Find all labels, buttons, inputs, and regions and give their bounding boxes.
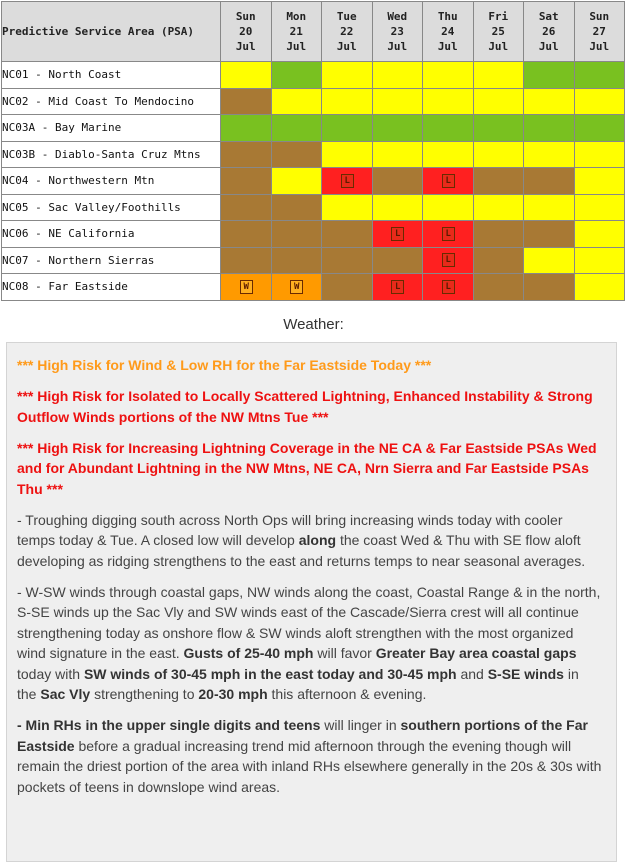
risk-cell-brown [322,221,373,248]
risk-cell-red [423,247,474,274]
psa-name: NC04 - Northwestern Mtn [2,168,221,195]
risk-cell-yellow [372,88,423,115]
table-row [2,274,625,301]
risk-cell-yellow [423,62,474,89]
risk-cell-yellow [524,194,575,221]
table-row [2,141,625,168]
risk-cell-green [423,115,474,142]
risk-cell-yellow [372,194,423,221]
risk-cell-yellow [473,141,524,168]
weather-discussion-box [6,342,617,862]
psa-column-header: Predictive Service Area (PSA) [2,2,221,62]
risk-cell-yellow [574,88,625,115]
risk-cell-green [473,115,524,142]
discussion-paragraph-winds: - W-SW winds through coastal gaps, NW winds along the coast, Coastal Range & in the north, S-SE winds up the Sac Vly and SW winds east of the Cascade/Sierra crest will all continue strengthening today as onshore flow & SW winds aloft strengthen with the most organized wind signature in the east. Gusts of 25-40 mph will favor Greater Bay area coastal gaps today with SW winds of 30-45 mph in the east today and 30-45 mph and S-SE winds in the Sac Vly strengthening to 20-30 mph this afternoon & evening. [17,583,601,702]
risk-cell-orange [221,274,272,301]
day-column-header: Sat 26 Jul [524,2,575,62]
risk-cell-yellow [574,141,625,168]
day-column-header: Sun 27 Jul [574,2,625,62]
risk-cell-green [271,115,322,142]
wind-flag: W [290,280,303,294]
lightning-flag: L [391,280,404,294]
risk-cell-brown [372,247,423,274]
risk-cell-yellow [322,141,373,168]
risk-cell-yellow [473,88,524,115]
risk-cell-brown [473,247,524,274]
risk-cell-green [372,115,423,142]
risk-cell-brown [271,247,322,274]
risk-cell-red [423,274,474,301]
risk-cell-brown [271,194,322,221]
risk-cell-yellow [423,141,474,168]
alert-wind-rh: *** High Risk for Wind & Low RH for the Far Eastside Today *** [17,357,432,373]
lightning-flag: L [442,253,455,267]
psa-outlook-table [1,1,625,301]
table-row [2,221,625,248]
psa-name: NC01 - North Coast [2,62,221,89]
risk-cell-yellow [221,62,272,89]
risk-cell-yellow [574,221,625,248]
psa-name: NC06 - NE California [2,221,221,248]
risk-cell-yellow [372,141,423,168]
risk-cell-brown [372,168,423,195]
risk-cell-red [322,168,373,195]
psa-name: NC07 - Northern Sierras [2,247,221,274]
risk-cell-yellow [524,247,575,274]
table-row [2,247,625,274]
risk-cell-brown [473,274,524,301]
risk-cell-green [322,115,373,142]
risk-cell-brown [271,141,322,168]
risk-cell-green [574,62,625,89]
risk-cell-yellow [271,88,322,115]
risk-cell-yellow [524,88,575,115]
risk-cell-green [524,62,575,89]
risk-cell-brown [524,274,575,301]
lightning-flag: L [391,227,404,241]
risk-cell-yellow [524,141,575,168]
risk-cell-red [372,221,423,248]
risk-cell-brown [221,221,272,248]
lightning-flag: L [442,227,455,241]
risk-cell-yellow [574,194,625,221]
risk-cell-brown [524,168,575,195]
risk-cell-red [423,168,474,195]
day-column-header: Fri 25 Jul [473,2,524,62]
risk-cell-red [423,221,474,248]
risk-cell-yellow [423,194,474,221]
table-row [2,88,625,115]
risk-cell-green [271,62,322,89]
risk-cell-green [574,115,625,142]
day-column-header: Wed 23 Jul [372,2,423,62]
alert-lightning-tue: *** High Risk for Isolated to Locally Scattered Lightning, Enhanced Instability & Strong Outflow Winds portions of the NW Mtns Tue *** [17,388,593,425]
psa-table-body [2,62,625,301]
alert-lightning-wed-thu: *** High Risk for Increasing Lightning Coverage in the NE CA & Far Eastside PSAs Wed and for Abundant Lightning in the NW Mtns, NE CA, Nrn Sierra and Far Eastside PSAs Thu *** [17,439,597,497]
risk-cell-green [221,115,272,142]
risk-cell-red [372,274,423,301]
psa-name: NC05 - Sac Valley/Foothills [2,194,221,221]
risk-cell-yellow [271,168,322,195]
risk-cell-brown [221,141,272,168]
discussion-paragraph-humidity: - Min RHs in the upper single digits and teens will linger in southern portions of the Far Eastside before a gradual increasing trend mid afternoon through the evening though will remain the driest portion of the area with inland RHs elsewhere generally in the 20s & 30s with pockets of teens in downslope wind areas. [17,717,602,795]
lightning-flag: L [442,280,455,294]
psa-name: NC03A - Bay Marine [2,115,221,142]
lightning-flag: L [442,174,455,188]
risk-cell-brown [322,247,373,274]
weather-heading: Weather: [283,316,344,333]
risk-cell-yellow [322,62,373,89]
risk-cell-green [524,115,575,142]
risk-cell-brown [271,221,322,248]
table-row [2,168,625,195]
risk-cell-brown [221,194,272,221]
risk-cell-yellow [574,247,625,274]
risk-cell-brown [221,247,272,274]
risk-cell-yellow [574,168,625,195]
risk-cell-brown [221,168,272,195]
risk-cell-orange [271,274,322,301]
wind-flag: W [240,280,253,294]
table-row [2,62,625,89]
day-column-header: Tue 22 Jul [322,2,373,62]
day-column-header: Sun 20 Jul [221,2,272,62]
lightning-flag: L [341,174,354,188]
table-row [2,194,625,221]
risk-cell-brown [473,168,524,195]
risk-cell-brown [322,274,373,301]
day-column-header: Mon 21 Jul [271,2,322,62]
day-column-header: Thu 24 Jul [423,2,474,62]
psa-name: NC08 - Far Eastside [2,274,221,301]
risk-cell-yellow [322,194,373,221]
table-header-row [2,2,625,62]
risk-cell-yellow [574,274,625,301]
risk-cell-yellow [473,62,524,89]
risk-cell-brown [524,221,575,248]
risk-cell-yellow [322,88,373,115]
psa-name: NC02 - Mid Coast To Mendocino [2,88,221,115]
psa-name: NC03B - Diablo-Santa Cruz Mtns [2,141,221,168]
discussion-paragraph-synopsis: - Troughing digging south across North Ops will bring increasing winds today with cooler temps today & Tue. A closed low will develop along the coast Wed & Thu with SE flow aloft developing as ridging strengthens to the east and returns temps to near seasonal averages. [17,511,586,569]
risk-cell-yellow [372,62,423,89]
risk-cell-brown [473,221,524,248]
risk-cell-yellow [423,88,474,115]
risk-cell-yellow [473,194,524,221]
table-row [2,115,625,142]
risk-cell-brown [221,88,272,115]
